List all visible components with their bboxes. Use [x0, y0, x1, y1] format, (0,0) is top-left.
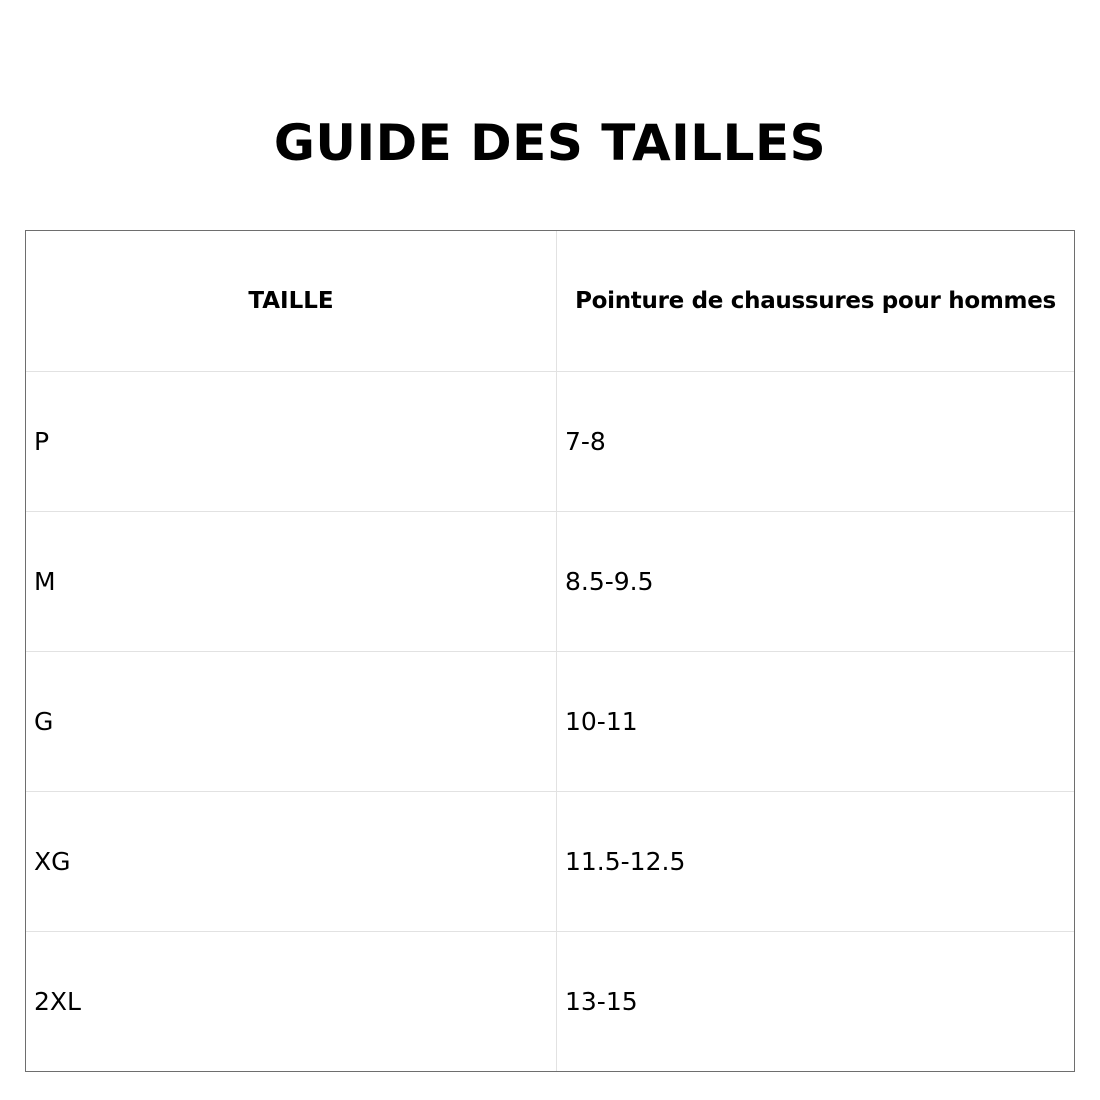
shoe-size-cell: 13-15 [565, 987, 638, 1016]
table-header-row [26, 231, 1074, 371]
table-row [26, 511, 1074, 651]
table-row [26, 651, 1074, 791]
shoe-size-cell: 8.5-9.5 [565, 567, 654, 596]
shoe-size-cell: 10-11 [565, 707, 638, 736]
shoe-size-cell: 11.5-12.5 [565, 847, 686, 876]
table-row [26, 791, 1074, 931]
size-cell: P [26, 372, 557, 511]
table-row [26, 371, 1074, 511]
table-row [26, 931, 1074, 1071]
size-guide-table [25, 230, 1075, 1072]
header-shoe-size: Pointure de chaussures pour hommes [575, 288, 1056, 314]
size-cell: G [26, 652, 557, 791]
page-title: GUIDE DES TAILLES [273, 114, 827, 172]
size-cell: XG [26, 792, 557, 931]
size-cell: M [26, 512, 557, 651]
header-size: TAILLE [26, 231, 557, 371]
shoe-size-cell: 7-8 [565, 427, 606, 456]
size-cell: 2XL [26, 932, 557, 1071]
